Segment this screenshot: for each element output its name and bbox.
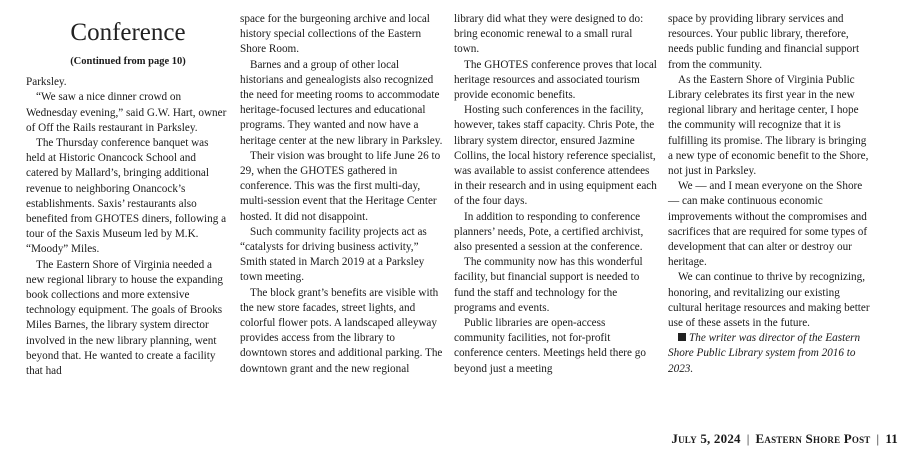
column-3 (454, 12, 658, 377)
footer-date: July 5, 2024 (671, 431, 741, 446)
footer-publication: Eastern Shore Post (755, 431, 871, 446)
paragraph: library did what they were designed to do: bring economic renewal to a small rural town. (454, 13, 644, 56)
paragraph: Parksley. (26, 76, 67, 89)
paragraph: space by providing library services and resources. Your public library, therefore, needs public funding and financial support from the community. (668, 13, 860, 71)
column-2 (240, 12, 444, 377)
headline: Conference (70, 19, 186, 46)
paragraph: We can continue to thrive by recognizing, honoring, and revitalizing our existing cultural heritage resources and making better use of these assets in the future. (668, 271, 870, 330)
paragraph: The community now has this wonderful facility, but financial support is needed to fund the staff and technology for the programs and events. (454, 256, 643, 314)
paragraph: The block grant’s benefits are visible with the new store facades, street lights, and colorful flower pots. A landscaped alleyway provides access from the library to downtown stores and additional parking. The downtown grant and the new regional (240, 286, 443, 375)
paragraph: Their vision was brought to life June 26 to 29, when the GHOTES gathered in conference. This was the first multi-day, multi-session event that the Heritage Center hosted. It did not disappoint. (240, 149, 441, 223)
paragraph: We — and I mean everyone on the Shore — can make continuous economic improvements without the compromises and sacrifices that are required for some types of development that can alter or destroy our heritage. (668, 180, 868, 269)
continued-line: (Continued from page 10) (70, 56, 186, 67)
paragraph: Hosting such conferences in the facility, however, takes staff capacity. Chris Pote, the library system director, ensured Jazmine Collins, the local history reference specialist, was available to assist conference attendees in their research and in using equipment each of the four days. (454, 104, 657, 208)
column-1 (26, 10, 230, 379)
paragraph: Such community facility projects act as “catalysts for driving business activity,” Smith stated in March 2019 at a Parksley town meeting. (240, 225, 427, 284)
paragraph: In addition to responding to conference planners’ needs, Pote, a certified archivist, also presented a session at the conference. (454, 210, 644, 254)
paragraph: Barnes and a group of other local historians and genealogists also recognized the need for meeting rooms to accommodate heritage-focused lectures and educational programs. They wanted and now have a heritage center at the new library in Parksley. (240, 58, 443, 147)
paragraph: Public libraries are open-access community facilities, not for-profit conference centers. Meetings held there go beyond just a meeting (454, 317, 646, 375)
end-square-icon (678, 333, 686, 341)
paragraph: The Thursday conference banquet was held at Historic Onancock School and catered by Mallard’s, bringing additional revenue to neighboring Onancock’s establishments. Saxis’ restaurants also benefited from GHOTES diners, following a tour of the Saxis Museum led by M.K. “Moody” Miles. (26, 137, 227, 256)
footer-separator: | (876, 431, 880, 446)
page-footer (26, 431, 898, 447)
author-note-text: The writer was director of the Eastern Shore Public Library system from 2016 to 2023. (668, 332, 861, 375)
paragraph: “We saw a nice dinner crowd on Wednesday evening,” said G.W. Hart, owner of Off the Rails restaurant in Parksley. (26, 91, 227, 134)
paragraph: As the Eastern Shore of Virginia Public Library celebrates its first year in the new regional library and heritage center, I hope the community will recognize that it is fulfilling its promise. The library is bringing a new type of economic benefit to the Shore, not just in Parksley. (668, 73, 869, 178)
author-note (668, 331, 872, 377)
paragraph: The GHOTES conference proves that local heritage resources and associated tourism provide economic benefits. (454, 58, 657, 102)
column-4 (668, 12, 872, 377)
footer-page-number: 11 (885, 431, 898, 446)
newspaper-page (26, 10, 898, 446)
paragraph: The Eastern Shore of Virginia needed a new regional library to house the expanding book collections and more extensive technology equipment. The goals of Brooks Miles Barnes, the library system director involved in the new library planning, went beyond that. He wanted to create a facility that had (26, 258, 223, 378)
paragraph: space for the burgeoning archive and local history special collections of the Eastern Shore Room. (240, 13, 430, 56)
footer-separator: | (746, 431, 750, 446)
